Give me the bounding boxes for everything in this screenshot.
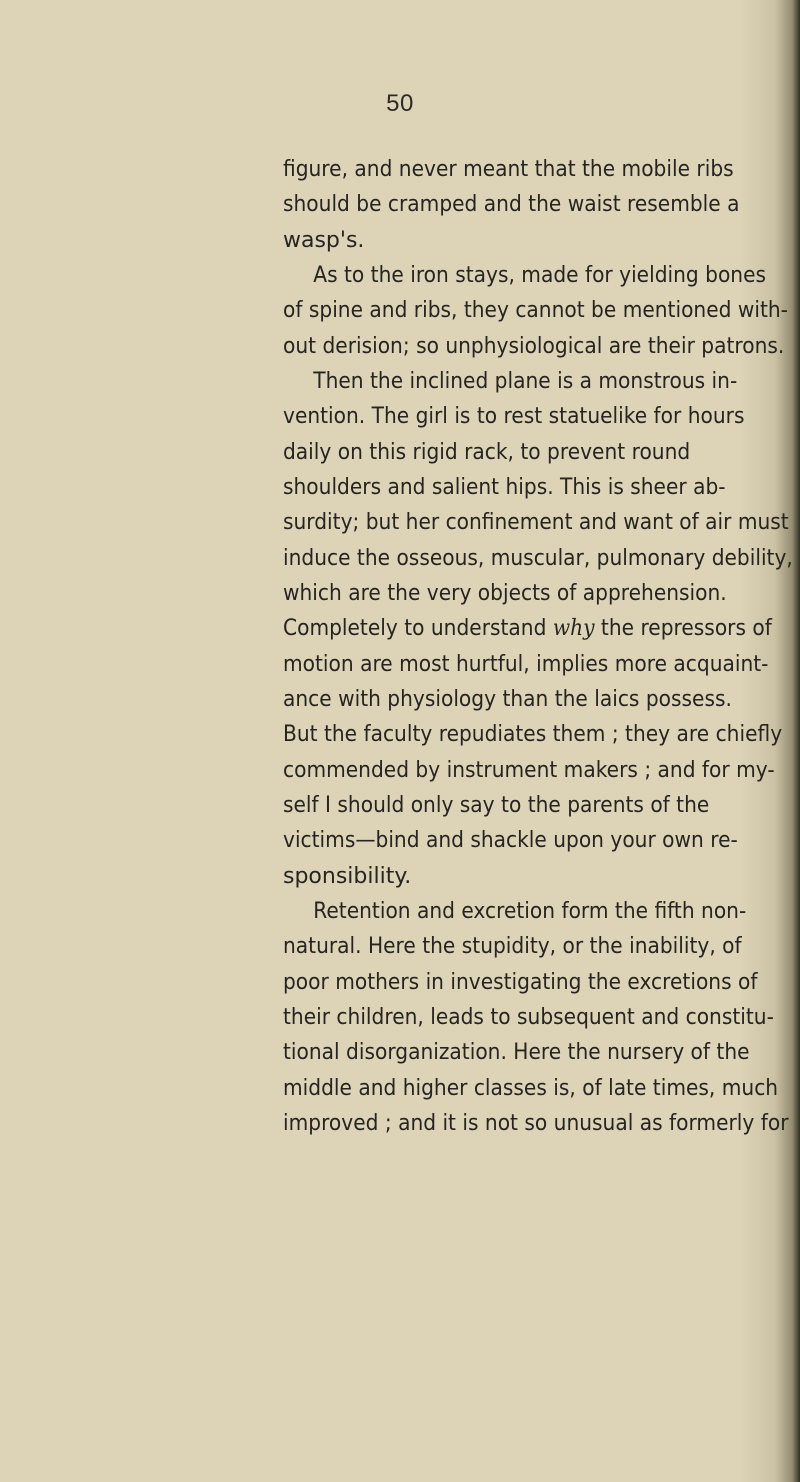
text-line xyxy=(283,1106,793,1141)
text-segment: tional disorganization. Here the nursery of the xyxy=(283,1040,750,1066)
text-line xyxy=(283,611,793,646)
text-line xyxy=(283,258,793,293)
text-segment: improved ; and it is not so unusual as formerly for xyxy=(283,1110,789,1136)
text-segment: shoulders and salient hips. This is sheer ab- xyxy=(283,474,726,500)
text-line xyxy=(283,717,793,752)
text-segment: wasp's. xyxy=(283,227,365,253)
text-segment: self I should only say to the parents of the xyxy=(283,792,710,818)
text-line xyxy=(283,682,793,717)
text-segment: As to the iron stays, made for yielding bones xyxy=(283,262,767,288)
text-line xyxy=(283,576,793,611)
text-line xyxy=(283,505,793,540)
text-line xyxy=(283,1071,793,1106)
text-segment: poor mothers in investigating the excretions of xyxy=(283,969,758,995)
text-segment: their children, leads to subsequent and constitu- xyxy=(283,1004,774,1030)
text-line xyxy=(283,788,793,823)
text-line xyxy=(283,187,793,222)
text-line xyxy=(283,859,800,894)
text-segment: Retention and excretion form the fifth non- xyxy=(283,898,747,924)
text-line xyxy=(283,293,793,328)
text-line xyxy=(283,1000,793,1035)
text-line xyxy=(283,470,793,505)
text-segment: figure, and never meant that the mobile ribs xyxy=(283,157,734,182)
text-line xyxy=(283,647,793,682)
text-segment: the repressors of xyxy=(594,616,772,642)
text-segment: surdity; but her confinement and want of air must xyxy=(283,510,789,536)
text-segment: Then the inclined plane is a monstrous in- xyxy=(283,368,738,394)
text-segment: Completely to understand xyxy=(283,616,553,642)
text-line xyxy=(283,364,793,399)
text-segment: middle and higher classes is, of late times, much xyxy=(283,1075,779,1101)
text-segment: But the faculty repudiates them ; they are chiefly xyxy=(283,722,783,748)
text-line xyxy=(283,435,793,470)
text-segment: victims—bind and shackle upon your own re- xyxy=(283,828,738,854)
text-line xyxy=(283,152,793,187)
text-line xyxy=(283,823,793,858)
body-text xyxy=(283,152,800,1141)
text-line xyxy=(283,894,793,929)
text-segment: commended by instrument makers ; and for my- xyxy=(283,757,775,783)
text-segment: daily on this rigid rack, to prevent round xyxy=(283,439,691,465)
text-segment: sponsibility. xyxy=(283,863,412,889)
text-line xyxy=(283,399,793,434)
text-line xyxy=(283,223,800,258)
text-segment: motion are most hurtful, implies more acquaint- xyxy=(283,651,769,677)
text-line xyxy=(283,541,793,576)
italic-word: why xyxy=(552,616,595,642)
text-line xyxy=(283,929,793,964)
text-segment: induce the osseous, muscular, pulmonary debility, xyxy=(283,545,793,571)
text-segment: out derision; so unphysiological are their patrons. xyxy=(283,333,785,359)
text-line xyxy=(283,965,793,1000)
text-segment: ance with physiology than the laics possess. xyxy=(283,686,732,712)
text-segment: should be cramped and the waist resemble a xyxy=(283,192,740,218)
text-segment: natural. Here the stupidity, or the inability, of xyxy=(283,934,742,960)
text-line xyxy=(283,1035,793,1070)
text-line xyxy=(283,753,793,788)
page-number: 50 xyxy=(386,90,414,117)
text-segment: vention. The girl is to rest statuelike for hours xyxy=(283,404,745,430)
text-segment: of spine and ribs, they cannot be mentioned with- xyxy=(283,298,788,324)
text-segment: which are the very objects of apprehension. xyxy=(283,580,727,606)
text-line xyxy=(283,329,793,364)
